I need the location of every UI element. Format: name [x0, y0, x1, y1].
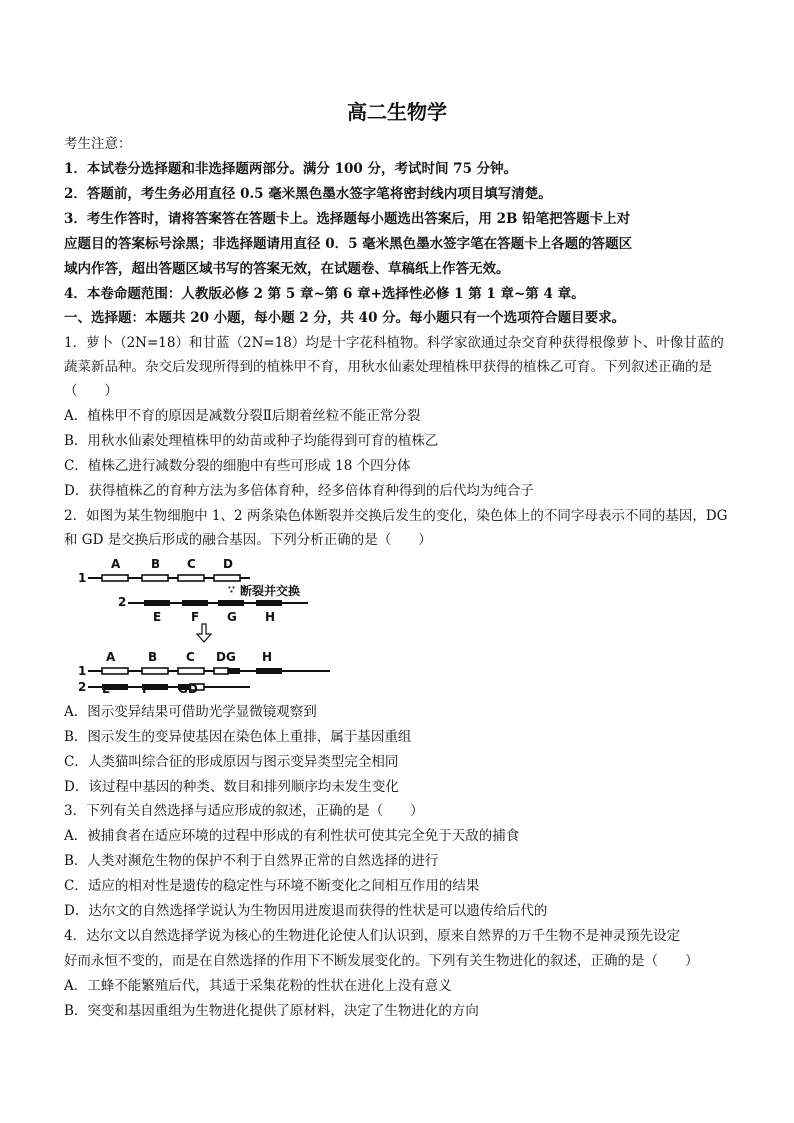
gene-box [178, 575, 204, 581]
page-title: 高二生物学 [347, 100, 447, 124]
gene-label: E [153, 610, 162, 624]
chromosome-2-label: 2 [78, 680, 87, 694]
question-1-stem: 蔬菜新品种。杂交后发现所得到的植株甲不育，用秋水仙素处理植株甲获得的植株乙可育。下列叙述正确的是 [64, 359, 712, 375]
question-1-option-a: A．植株甲不育的原因是减数分裂Ⅱ后期着丝粒不能正常分裂 [64, 408, 421, 424]
exchange-dots-icon: ∵ [228, 585, 235, 596]
question-2-option-b: B．图示发生的变异使基因在染色体上重排，属于基因重组 [64, 729, 412, 745]
question-4-option-a: A．工蜂不能繁殖后代，其适于采集花粉的性状在进化上没有意义 [64, 978, 452, 994]
chromosome-1-label: 1 [78, 571, 87, 585]
section-heading: 一、选择题：本题共 20 小题，每小题 2 分，共 40 分。每小题只有一个选项符合题目要求。 [64, 310, 626, 326]
gene-label: H [265, 610, 276, 624]
gene-box [256, 600, 282, 606]
question-3-option-d: D．达尔文的自然选择学说认为生物因用进废退而获得的性状是可以遗传给后代的 [64, 903, 548, 919]
gene-label: GD [178, 682, 198, 696]
notice-item: 3．考生作答时，请将答案答在答题卡上。选择题每小题选出答案后，用 2B 铅笔把答题卡上对 [64, 211, 631, 227]
question-2-stem: 2．如图为某生物细胞中 1、2 两条染色体断裂并交换后发生的变化，染色体上的不同字母表示不同的基因，DG [64, 508, 728, 524]
question-1-option-b: B．用秋水仙素处理植株甲的幼苗或种子均能得到可育的植株乙 [64, 433, 439, 449]
question-2-option-d: D．该过程中基因的种类、数目和排列顺序均未发生变化 [64, 779, 399, 795]
question-1-stem: 1．萝卜（2N=18）和甘蓝（2N=18）均是十字花科植物。科学家欲通过杂交育种获得根像萝卜、叶像甘蓝的 [64, 335, 724, 351]
gene-label: F [191, 610, 200, 624]
gene-label: G [227, 610, 237, 624]
question-4-stem: 4．达尔文以自然选择学说为核心的生物进化论使人们认识到，原来自然界的万千生物不是神灵预先设定 [64, 928, 681, 944]
notice-item: 2．答题前，考生务必用直径 0.5 毫米黑色墨水签字笔将密封线内项目填写清楚。 [64, 186, 552, 202]
gene-box [142, 575, 168, 581]
down-arrow-icon [197, 624, 211, 642]
question-3-option-c: C．适应的相对性是遗传的稳定性与环境不断变化之间相互作用的结果 [64, 878, 480, 894]
exchange-label: 断裂并交换 [240, 584, 301, 598]
gene-label: F [142, 682, 151, 696]
gene-label: B [151, 557, 161, 571]
question-3-option-b: B．人类对濒危生物的保护不利于自然界正常的自然选择的进行 [64, 853, 439, 869]
question-2-option-c: C．人类猫叫综合征的形成原因与图示变异类型完全相同 [64, 754, 399, 770]
question-4-stem: 好而永恒不变的，而是在自然选择的作用下不断发展变化的。下列有关生物进化的叙述，正确的是（ ） [64, 953, 699, 969]
question-4-option-b: B．突变和基因重组为生物进化提供了原材料，决定了生物进化的方向 [64, 1003, 479, 1019]
gene-box [214, 575, 240, 581]
gene-box [102, 668, 128, 674]
gene-label: C [187, 557, 196, 571]
chromosome-exchange-figure [78, 554, 338, 696]
notice-item: 4．本卷命题范围：人教版必修 2 第 5 章~第 6 章+选择性必修 1 第 1 章~第 4 章。 [64, 286, 585, 302]
notice-item: 应题目的答案标号涂黑；非选择题请用直径 0．5 毫米黑色墨水签字笔在答题卡上各题的答题区 [64, 236, 633, 252]
question-2-option-a: A．图示变异结果可借助光学显微镜观察到 [64, 704, 317, 720]
question-1-stem: （ ） [64, 383, 118, 399]
chromosome-2-label: 2 [118, 595, 127, 609]
gene-box [142, 668, 168, 674]
chromosome-1-label: 1 [78, 664, 87, 678]
gene-box [178, 668, 204, 674]
notice-heading: 考生注意： [64, 136, 132, 152]
question-2-stem: 和 GD 是交换后形成的融合基因。下列分析正确的是（ ） [64, 532, 432, 548]
gene-box [144, 600, 170, 606]
question-1-option-c: C．植株乙进行减数分裂的细胞中有些可形成 18 个四分体 [64, 458, 411, 474]
gene-label: E [102, 682, 111, 696]
gene-label: DG [216, 650, 236, 664]
question-1-option-d: D．获得植株乙的育种方法为多倍体育种，经多倍体育种得到的后代均为纯合子 [64, 483, 534, 499]
gene-label: A [106, 650, 116, 664]
gene-label: C [186, 650, 195, 664]
gene-box [228, 668, 240, 674]
notice-item: 1．本试卷分选择题和非选择题两部分。满分 100 分，考试时间 75 分钟。 [64, 161, 518, 177]
question-3-stem: 3．下列有关自然选择与适应形成的叙述，正确的是（ ） [64, 803, 424, 819]
gene-label: H [262, 650, 273, 664]
gene-box [256, 668, 282, 674]
gene-box [214, 668, 228, 674]
gene-label: D [223, 557, 233, 571]
gene-box [102, 575, 128, 581]
gene-label: A [111, 557, 121, 571]
gene-box [182, 600, 208, 606]
question-3-option-a: A．被捕食者在适应环境的过程中形成的有利性状可使其完全免于天敌的捕食 [64, 828, 520, 844]
gene-label: B [148, 650, 158, 664]
notice-item: 域内作答，超出答题区域书写的答案无效，在试题卷、草稿纸上作答无效。 [64, 261, 510, 277]
gene-box [218, 600, 244, 606]
